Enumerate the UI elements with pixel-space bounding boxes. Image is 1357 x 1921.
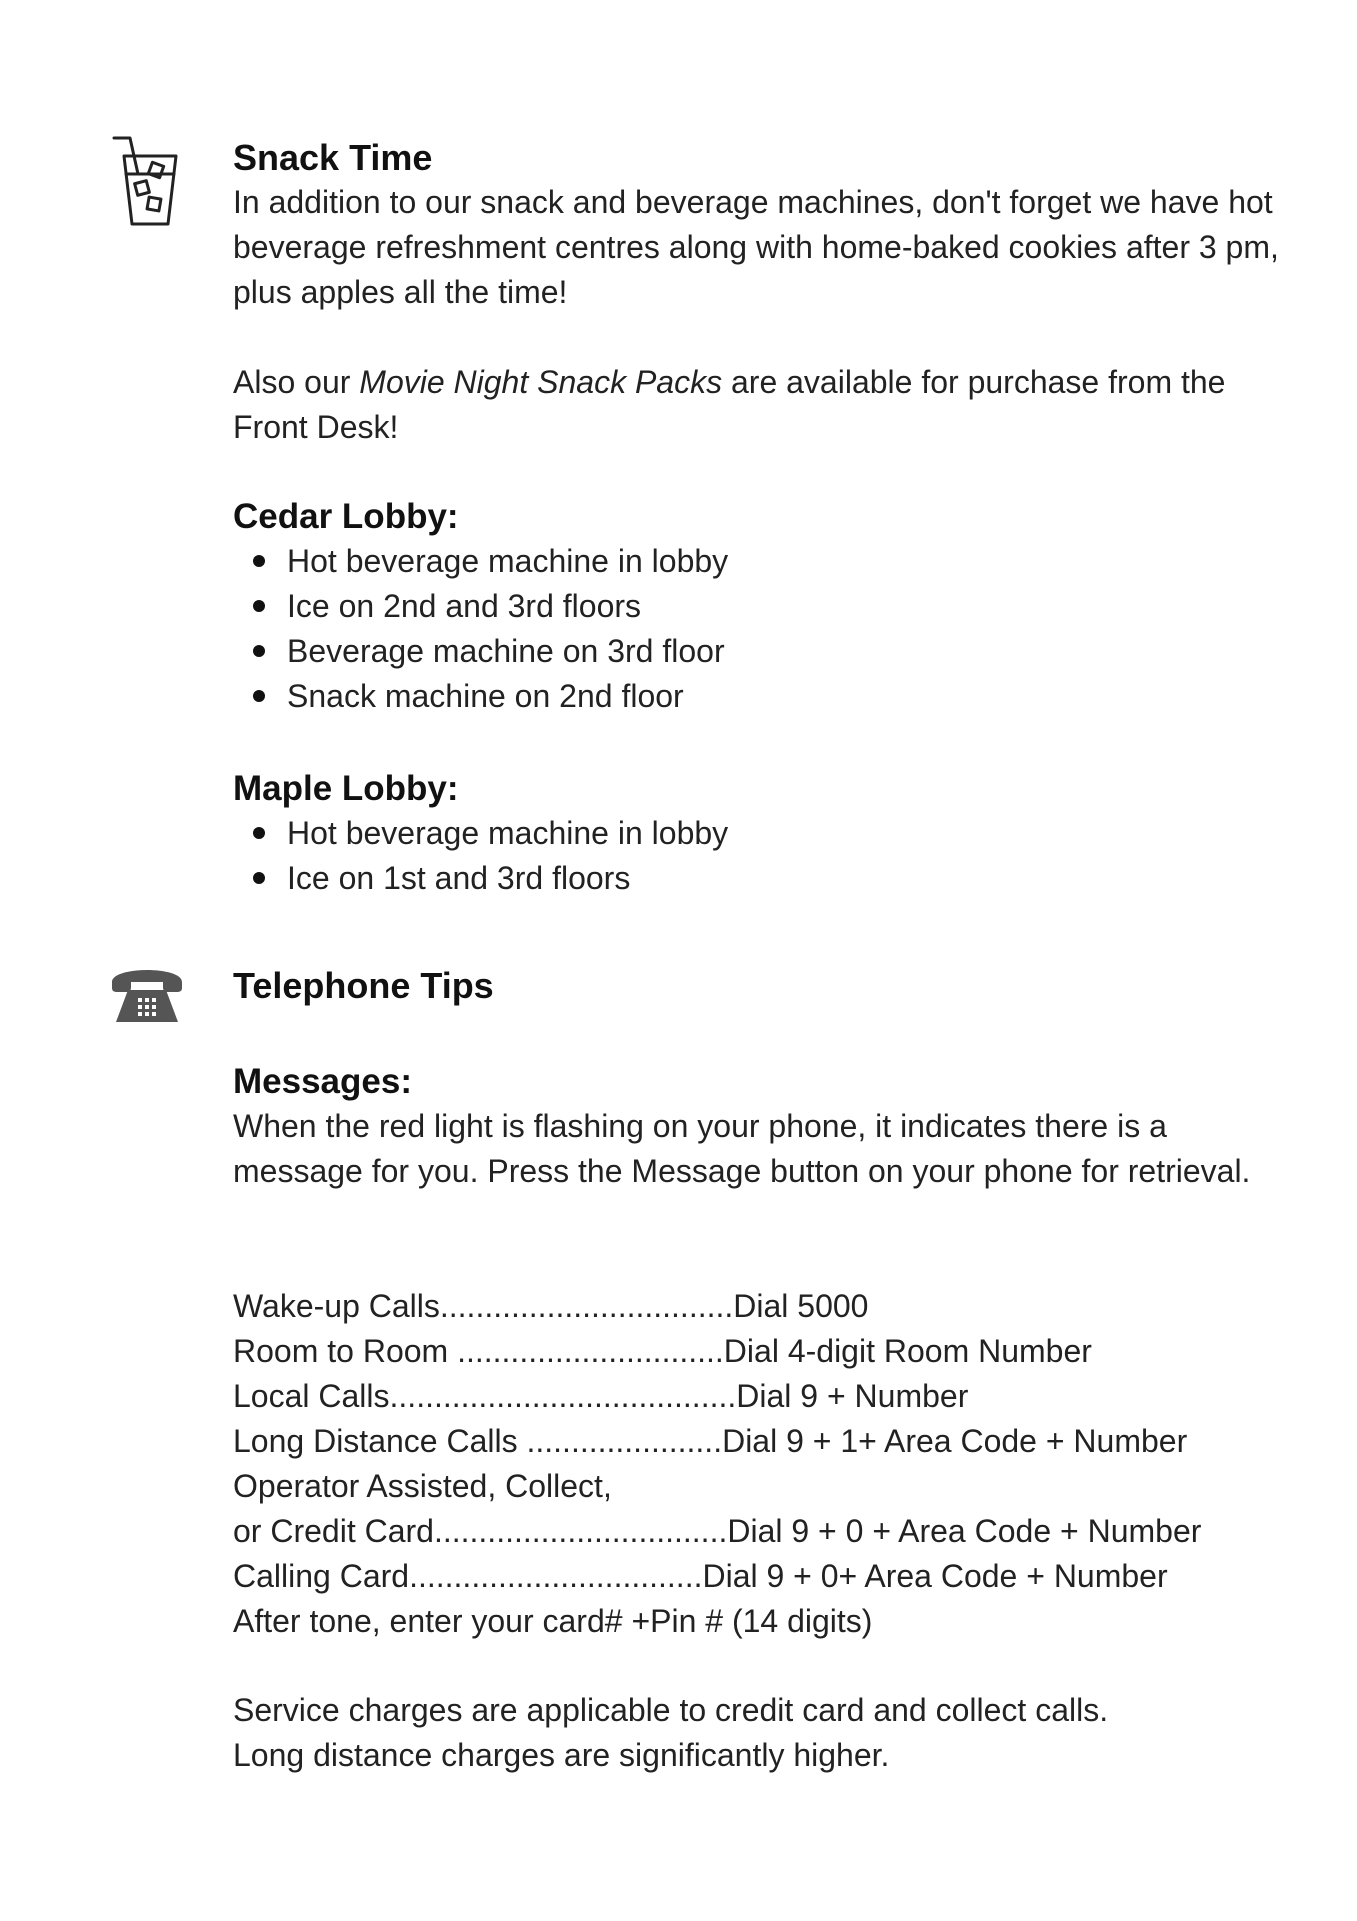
maple-lobby-heading: Maple Lobby:	[233, 769, 459, 808]
snack-intro-paragraph: In addition to our snack and beverage machines, don't forget we have hot beverage refreshment centres along with home-baked cookies after 3 pm, plus apples all the time!	[233, 184, 1279, 310]
list-item: Hot beverage machine in lobby	[233, 539, 1293, 584]
service-charges-block	[233, 1688, 1293, 1778]
cedar-lobby-heading: Cedar Lobby:	[233, 497, 459, 536]
dial-line: Wake-up Calls.................................Dial 5000	[233, 1288, 869, 1324]
messages-paragraph: When the red light is flashing on your phone, it indicates there is a message for you. Press the Message button on your phone for retrieval.	[233, 1108, 1251, 1189]
list-item: Ice on 1st and 3rd floors	[233, 856, 1293, 901]
messages-section	[233, 1059, 1293, 1194]
long-distance-charges-line: Long distance charges are significantly higher.	[233, 1737, 890, 1773]
telephone-title: Telephone Tips	[233, 965, 494, 1006]
telephone-section	[233, 963, 1293, 1008]
cedar-lobby-section	[233, 494, 1293, 719]
list-item: Beverage machine on 3rd floor	[233, 629, 1293, 674]
service-charges-line: Service charges are applicable to credit card and collect calls.	[233, 1692, 1109, 1728]
movie-night-paragraph-block	[233, 360, 1293, 450]
movie-night-snack-packs: Movie Night Snack Packs	[359, 364, 723, 400]
dial-line: Long Distance Calls ......................Dial 9 + 1+ Area Code + Number	[233, 1423, 1188, 1459]
dial-line: or Credit Card.................................Dial 9 + 0 + Area Code + Number	[233, 1513, 1202, 1549]
dialing-instructions	[233, 1284, 1293, 1644]
dial-line: After tone, enter your card# +Pin # (14 digits)	[233, 1603, 873, 1639]
messages-heading: Messages:	[233, 1062, 412, 1101]
list-item: Ice on 2nd and 3rd floors	[233, 584, 1293, 629]
list-item: Hot beverage machine in lobby	[233, 811, 1293, 856]
telephone-icon	[108, 960, 186, 1026]
snack-title: Snack Time	[233, 137, 433, 178]
maple-lobby-list	[233, 811, 1293, 901]
snack-section	[233, 135, 1293, 315]
maple-lobby-section	[233, 766, 1293, 901]
movie-night-text-after: are available for purchase from the Front Desk!	[233, 364, 1226, 445]
dial-line: Room to Room ..............................Dial 4-digit Room Number	[233, 1333, 1092, 1369]
dial-line: Local Calls.......................................Dial 9 + Number	[233, 1378, 969, 1414]
dial-line: Calling Card.................................Dial 9 + 0+ Area Code + Number	[233, 1558, 1168, 1594]
iced-drink-icon	[112, 134, 184, 228]
cedar-lobby-list	[233, 539, 1293, 719]
movie-night-paragraph	[233, 360, 1293, 450]
list-item: Snack machine on 2nd floor	[233, 674, 1293, 719]
dial-line: Operator Assisted, Collect,	[233, 1468, 612, 1504]
movie-night-text-before: Also our	[233, 364, 360, 400]
